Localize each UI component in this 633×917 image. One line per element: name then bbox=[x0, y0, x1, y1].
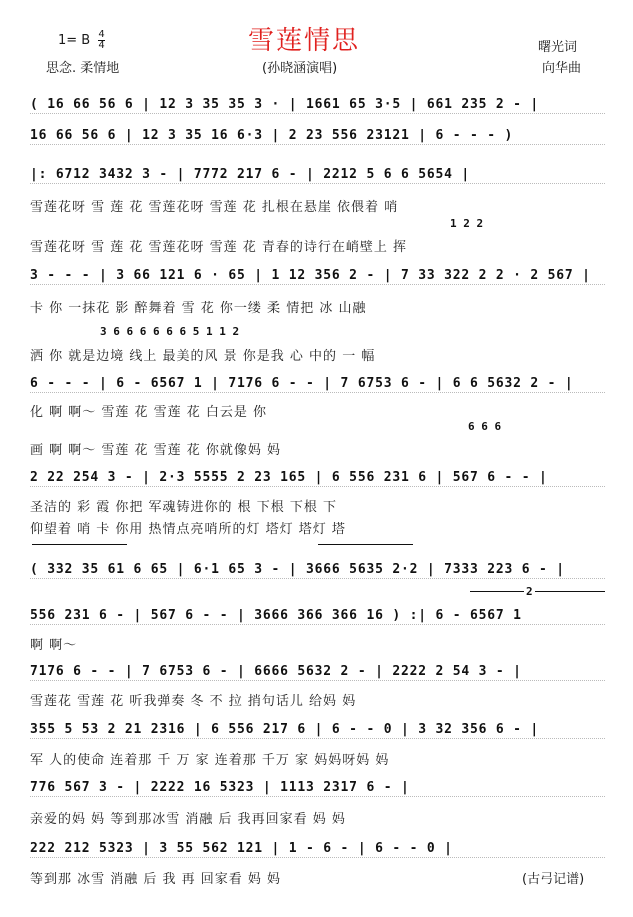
lyric-line: 亲爱的妈 妈 等到那冰雪 消融 后 我再回家看 妈 妈 bbox=[30, 812, 346, 827]
song-title: 雪莲情思 bbox=[248, 26, 361, 56]
key-signature: 1= B bbox=[58, 33, 91, 48]
lyric-line: 化 啊 啊～ 雪莲 花 雪莲 花 白云是 你 bbox=[30, 405, 268, 420]
lyric-line: 仰望着 哨 卡 你用 热情点亮哨所的灯 塔灯 塔灯 塔 bbox=[30, 522, 346, 537]
notation-line-4: 3 - - - | 3 66 121 6 · 65 | 1 12 356 2 - | 7 33 322 2 2 · 2 567 | bbox=[30, 268, 605, 285]
lyric-line: 画 啊 啊～ 雪莲 花 雪莲 花 你就像妈 妈 bbox=[30, 443, 282, 458]
phrase-bracket bbox=[318, 544, 413, 545]
composer: 向华曲 bbox=[542, 61, 582, 76]
ornament-notes: 1 2 2 bbox=[450, 217, 484, 230]
transcriber-credit: (古弓记谱) bbox=[522, 872, 585, 887]
notation-line-9: 7176 6 - - | 7 6753 6 - | 6666 5632 2 - | 2222 2 54 3 - | bbox=[30, 664, 605, 681]
lyric-line: 雪莲花呀 雪 莲 花 雪莲花呀 雪莲 花 扎根在悬崖 依偎着 哨 bbox=[30, 200, 399, 215]
notation-line-6: 2 22 254 3 - | 2·3 5555 2 23 165 | 6 556 231 6 | 567 6 - - | bbox=[30, 470, 605, 487]
lyric-line: 啊 啊～ bbox=[30, 638, 78, 653]
mood-marking: 思念. 柔情地 bbox=[46, 61, 120, 76]
volta-bracket bbox=[470, 591, 605, 592]
lyric-line: 雪莲花呀 雪 莲 花 雪莲花呀 雪莲 花 青春的诗行在峭壁上 挥 bbox=[30, 240, 408, 255]
lyric-line: 洒 你 就是边境 线上 最美的风 景 你是我 心 中的 一 幅 bbox=[30, 349, 376, 364]
lyric-line: 雪莲花 雪莲 花 听我弹奏 冬 不 拉 捎句话儿 给妈 妈 bbox=[30, 694, 357, 709]
notation-line-11: 776 567 3 - | 2222 16 5323 | 1113 2317 6 - | bbox=[30, 780, 605, 797]
volta-number: 2 bbox=[526, 585, 533, 598]
ornament-notes: 6 6 6 bbox=[468, 420, 502, 433]
ornament-notes: 3 6 6 6 6 6 6 5 1 1 2 bbox=[100, 325, 240, 338]
notation-line-8: 556 231 6 - | 567 6 - - | 3666 366 366 16 ) :| 6 - 6567 1 bbox=[30, 608, 605, 625]
notation-line-5: 6 - - - | 6 - 6567 1 | 7176 6 - - | 7 6753 6 - | 6 6 5632 2 - | bbox=[30, 376, 605, 393]
lyric-line: 等到那 冰雪 消融 后 我 再 回家看 妈 妈 bbox=[30, 872, 282, 887]
lyricist: 曙光词 bbox=[538, 40, 578, 55]
lyric-line: 卡 你 一抹花 影 醉舞着 雪 花 你一缕 柔 情把 冰 山融 bbox=[30, 301, 367, 316]
notation-line-7: ( 332 35 61 6 65 | 6·1 65 3 - | 3666 5635 2·2 | 7333 223 6 - | bbox=[30, 562, 605, 579]
notation-line-3: |: 6712 3432 3 - | 7772 217 6 - | 2212 5 6 6 5654 | bbox=[30, 167, 605, 184]
notation-line-1: ( 16 66 56 6 | 12 3 35 35 3 · | 1661 65 3·5 | 661 235 2 - | bbox=[30, 97, 605, 114]
notation-line-12: 222 212 5323 | 3 55 562 121 | 1 - 6 - | 6 - - 0 | bbox=[30, 841, 605, 858]
lyric-line: 圣洁的 彩 霞 你把 军魂铸进你的 根 下根 下根 下 bbox=[30, 500, 338, 515]
performer: (孙晓涵演唱) bbox=[262, 61, 338, 76]
notation-line-10: 355 5 53 2 21 2316 | 6 556 217 6 | 6 - - 0 | 3 32 356 6 - | bbox=[30, 722, 605, 739]
time-signature: $\frac{4}{4}$ bbox=[98, 29, 105, 51]
lyric-line: 军 人的使命 连着那 千 万 家 连着那 千万 家 妈妈呀妈 妈 bbox=[30, 753, 390, 768]
notation-line-2: 16 66 56 6 | 12 3 35 16 6·3 | 2 23 556 23121 | 6 - - - ) bbox=[30, 128, 605, 145]
phrase-bracket bbox=[32, 544, 127, 545]
